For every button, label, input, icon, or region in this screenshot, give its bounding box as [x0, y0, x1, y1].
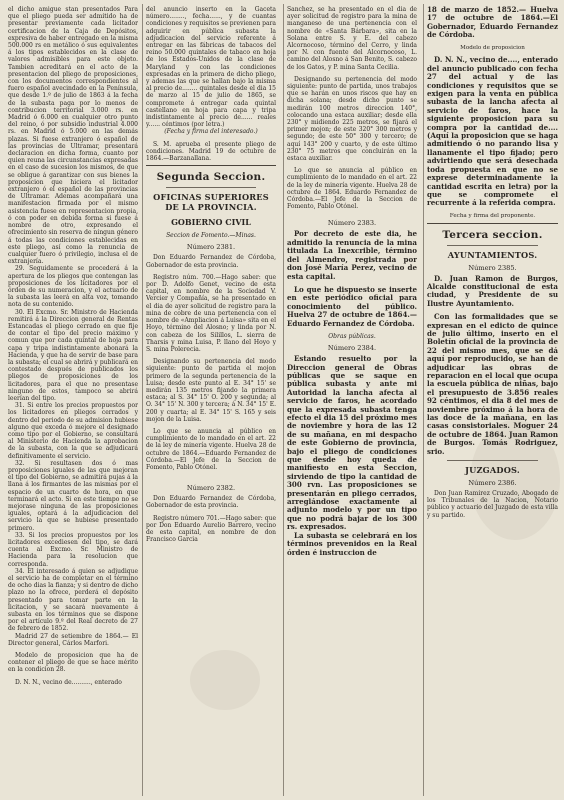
- notice-number: Número 2383.: [327, 219, 377, 228]
- subsection-label: Seccion de Fomento.—Minas.: [166, 232, 256, 240]
- paragraph: 34. El interesado á quien se adjudique el servicio ha de completar en el término de ocho dias la fianza; y si dentro de dicho plazo no la ofrece, perderá el depósito presentado para tomar parte en la licitacion, y se sacará nuevamente á subasta en los términos que se dispone por el artículo 9.º del Real decreto de 27 de febrero de 1852.: [8, 567, 138, 633]
- paragraph: Designando su pertenencia del modo siguiente: punto de partida el mojon primero de la segunda pertenencia de la Luisa; desde este punto al E. 34° 15' se medirán 135 metros fijando la primera estaca; al S. 34° 15' O. 200 y segunda; al O. 34° 15' N. 300 y tercera; á N. 34° 15' E. 200 y cuarta; al E. 34° 15' S. 165 y seis mojon de la Luisa.: [146, 358, 276, 423]
- notice-number: Número 2381.: [186, 243, 236, 252]
- section-heading: JUZGADOS.: [465, 465, 520, 476]
- paragraph: del anuncio inserto en la Gaceta número........, fecha......, y de cuantas condiciones y requisitos se previenen para adquirir en pública subasta la adjudicacion del servicio referente á entregar en las fábricas de tabacos del reino 50.000 quintales de tabaco en hoja de los Estados-Unidos de la clase de Maryland y con las condiciones expresadas en la primera de dicho pliego, y ademas las que se hallan bajo la misma al precio de........ quintales desde el dia 15 de marzo al 15 de julio de 1865, se compromete á entregar cada quintal castellano en hoja para capa y tripa indistintamente al precio de...... reales y...... céntimos (por letra.): [146, 6, 276, 129]
- notice-number: Número 2384.: [327, 344, 377, 353]
- paragraph: 33. Si los precios propuestos por los licitadores excediesen del tipo, se dará cuenta al Excmo. Sr. Ministro de Hacienda para la resolucion que corresponda.: [8, 531, 138, 568]
- paragraph: Registro núm. 700.—Hago saber: que por D. Adolfo Genet, vecino de esta capital, en nombre de la Sociedad V. Vercier y Compañía, se ha presentado en el dia de ayer solicitud de registro para la mina de cobre de una pertenencia con el nombre de «Ampliacion á Luisa» sita en el Hoyo, término del Alosno; y linda por N. con cabeza de los Silillos, L. sierra de Tharsis y mina Luisa, P. llano del Hoyo y S. mina Polerecia.: [146, 273, 276, 353]
- paragraph-bold: D. Juan Ramon de Burgos, Alcalde constitucional de esta ciudad, y Presidente de su Ilustre Ayuntamiento.: [427, 273, 558, 308]
- column-rule: [142, 4, 143, 796]
- paragraph: 32. Si resultasen dos ó mas proposiciones iguales de las que mejoran el tipo del Gobierno, se admitirá pujas á la llana á los firmantes de las mismas por el espacio de un cuarto de hora, en que terminará el acto. Si en este tiempo no se mejorase ninguna de las proposiciones iguales, optará á la adjudicacion del servicio la que se hubiese presentado primero.: [8, 459, 138, 532]
- signature-note: (Fecha y firma del interesado.): [164, 128, 258, 136]
- paragraph-bold: 18 de marzo de 1852.— Huelva 17 de octubre de 1864.—El Gobernador, Eduardo Fernandez de Córdoba.: [427, 6, 558, 40]
- notice-number: Número 2382.: [186, 484, 236, 493]
- paragraph-bold: Lo que he dispuesto se inserte en este periódico oficial para conocimiento del público. Huelva 27 de octubre de 1864.—Eduardo Fernandez de Córdoba.: [287, 284, 417, 328]
- paragraph: Don Juan Ramirez Cruzado, Abogado de los Tribunales de la Nacion, Notario público y actuario del Juzgado de esta villa y su partido.: [427, 490, 558, 519]
- column-rule: [283, 4, 284, 796]
- section-title: Tercera seccion.: [442, 228, 543, 241]
- authority-line: Don Eduardo Fernandez de Córdoba, Gobernador de esta provincia.: [146, 495, 276, 510]
- divider: [166, 187, 256, 188]
- divider: [447, 245, 538, 246]
- column-2: [146, 6, 276, 794]
- authority-line: Don Eduardo Fernandez de Córdoba, Gobernador de esta provincia.: [146, 254, 276, 269]
- paragraph: el dicho amigue stan presentados Para que el pliego pueda ser admitido ha de presentar previamente cada licitador certificacion de la Caja de Depósitos, expresiva de haber entregado en la misma 500.000 rs en metálico ó sus equivalentes á los tipos establecidos en la clase de valores admisibles para este objeto. Tambien acreditará en el acto de la presentacion del pliego de proposiciones, con los documentos correspondientes al fuero español avecindado en la Península, que desde 1.º de julio de 1863 á la fecha de la subasta paga por lo menos de contribucion territorial 3.000 rs. en Madrid ó 6.000 en cualquier otro punto del reino, ó por subsidio industrial 4.000 rs. en Madrid ó 5.000 en las demás plazas. Si fuese extranjero ó español de las provincias de Ultramar, presentará declaracion en dicha forma, cuanto por quien reuna las circunstancias expresadas en el caso de sucesion los mismos, de que se obligue á garantizar con sus bienes la proposicion que hiciera el licitador extranjero ó el español de las provincias de Ultramar. Ademas acompañará una manifestacion firmada por el mismo asistencia fuese en representacion propia, ó con poder en debida forma si fuese á nombre de otro, expresando el ofrecimiento sin reserva de ningun género á todas las condiciones establecidas en este pliego, así como la renuncia de cualquier fuero ó privilegio, inclusa el de extranjería.: [8, 6, 138, 266]
- paragraph: 31. Si entre los precios propuestos por los licitadores en pliegos cerrados y dentro del periodo de su admision hubiese alguno que exceda ó mejore el designado como tipo por el Gobierno, se consultará al Ministerio de Hacienda la aprobacion de la subasta, con la que se adjudicará definitivamente el servicio.: [8, 402, 138, 460]
- paragraph-bold: Con las formalidades que se expresan en el edicto de quince de julio último, inserto en el Boletín oficial de la provincia de 22 del mismo mes, que se dá aquí por reproducido, se han de adjudicar las obras de reparacion en el local que ocupa la escuela pública de niñas, bajo el presupuesto de 3.856 reales 92 céntimos, el dia 8 del mes de noviembre próximo á la hora de las doce de la mañana, en las casas consistoriales. Moguer 24 de octubre de 1864. Juan Ramon de Burgos. Tomás Rodriguez, srio.: [427, 312, 558, 456]
- subsection-label: Obras públicas.: [328, 332, 376, 340]
- notice-number: Número 2386.: [468, 479, 517, 488]
- column-4: [427, 6, 558, 794]
- paragraph: Designando su pertenencia del modo siguiente: punto de partida, unos trabajos que se harán en unos riscos que hay en dicha solana; desde dicho punto se medirán 100 metros direccion 140°, colocando una estaca auxiliar; desde ella 230° y midiendo 225 metros, se fijará el primer mojon; de este 320° 300 metros y segundo; de este 50° 300 y tercero; de aquí 143° 200 y cuarto, y de este último 230° 75 metros que concluirán en la estaca auxiliar.: [287, 75, 417, 163]
- divider: [447, 460, 538, 461]
- paragraph: 29. Seguidamente se procederá á la apertura de los pliegos que contengan las proposiciones de los licitadores por el órden de su numeracion, y el actuario de la subasta las leerá en alta voz, tomando nota de su contenido.: [8, 265, 138, 309]
- column-1: [8, 6, 138, 794]
- approval: S. M. aprueba el presente pliego de condiciones. Madrid 19 de octubre de 1864.—Barzanallana.: [146, 140, 276, 163]
- section-heading: OFICINAS SUPERIORES DE LA PROVINCIA.: [153, 192, 269, 213]
- paragraph-bold: Por decreto de este dia, he admitido la renuncia de la mina titulada La Inexcrible, término del Almendro, registrada por don José María Perez, vecino de esta capital.: [287, 229, 417, 281]
- column-3: [287, 6, 417, 794]
- model-closing: D. N. N., vecino de.........., enterado: [15, 678, 122, 686]
- paragraph-bold: La subasta se celebrará en los términos prevenidos en la Real órden é instruccion de: [287, 530, 417, 557]
- section-heading: AYUNTAMIENTOS.: [447, 249, 538, 260]
- paragraph: Sanchez, se ha presentado en el dia de ayer solicitud de registro para la mina de manganeso de una pertenencia con el nombre de «Santa Bárbara», sita en la Solana entre S. y E. del cabezo Alcornocoso, término del Cerro, y linda por N. con fuente del Alcornocoso, L. camino del Alosno á San Benito, S. cabezo de los Gatos, y P. mina Santa Cecilia.: [287, 6, 417, 71]
- section-title: Segunda Seccion.: [156, 171, 266, 184]
- paragraph-bold: Estando resuelto por la Direccion general de Obras públicas que se saque en pública subasta y ante mi Autoridad la lancha afecta al servicio de faros, he acordado que la expresada subasta tenga efecto el dia 15 del próximo mes de noviembre y hora de las 12 de su mañana, en mi despacho de este Gobierno de provincia, bajo el pliego de condiciones que desde hoy queda de manifiesto en esta Seccion, sirviendo de tipo la cantidad de 300 rvn. Las proposiciones se presentarán en pliego cerrados, arreglándose exactamente al adjunto modelo y por un tipo que no podrá bajar de los 300 rs. expresados.: [287, 354, 417, 532]
- paragraph: Lo que se anuncia al público en cumplimiento de lo mandado en el art. 22 de la ley de minería vigente. Huelva 28 de octubre de 1864. Eduardo Fernandez de Córdoba.—El Jefe de la Seccion de Fomento, Pablo Otónel.: [287, 167, 417, 211]
- model-title: Modelo de proposicion: [460, 44, 525, 51]
- model-intro: Modelo de proposicion que ha de contener el pliego de que se hace mérito en la condicion 28.: [8, 652, 138, 674]
- paragraph: 30. El Excmo. Sr. Ministro de Hacienda remitirá á la Direccion general de Rentas Estancadas el pliego cerrado en que fije de contar el tipo del precio máximo y comun que por cada quintal de hoja para capa y tripa indistintamente abonará la Hacienda, y que ha de servir de base para la subasta; el cual se abrirá y publicará en contestado después de publicados los pliegos de proposiciones de los licitadores, para el que no presentase ninguno de estos, tampoco se abrirá leerían del tipo.: [8, 308, 138, 402]
- paragraph: Lo que se anuncia al público en cumplimiento de lo mandado en el art. 22 de la ley de minería vigente. Huelva 28 de octubre de 1864.—Eduardo Fernandez de Córdoba.—El Jefe de la Seccion de Fomento, Pablo Otónel.: [146, 427, 276, 471]
- divider: [427, 223, 558, 224]
- divider: [146, 165, 276, 166]
- paragraph-bold: D. N. N., vecino de...., enterado del anuncio publicado con fecha 27 del actual y de las condiciones y requisitos que se exigen para la venta en pública subasta de la lancha afecta al servicio de faros, hace la siguiente proposicion para su compra por la cantidad de.... (Aquí la proposicion que se haga admitiendo ó no parando lisa y llanamente el tipo fijado; pero advirtiendo que será desechada toda propuesta en que no se exprese determinadamente la cantidad escrita en letra) por la que se compromete el recurrente á la referida compra.: [427, 55, 558, 208]
- notice-number: Número 2385.: [468, 263, 517, 272]
- paragraph: Registro número 701.—Hago saber: que por Don Eduardo Aurelio Barrero, vecino de esta capital, en nombre de don Francisco Garcia: [146, 514, 276, 544]
- column-rule: [423, 4, 424, 796]
- signature-date: Madrid 27 de setiembre de 1864.— El Director general, Cárlos Marfori.: [8, 632, 138, 647]
- subsection-heading: GOBIERNO CIVIL: [171, 217, 251, 228]
- signature-note: Fecha y firma del proponente.: [449, 212, 536, 219]
